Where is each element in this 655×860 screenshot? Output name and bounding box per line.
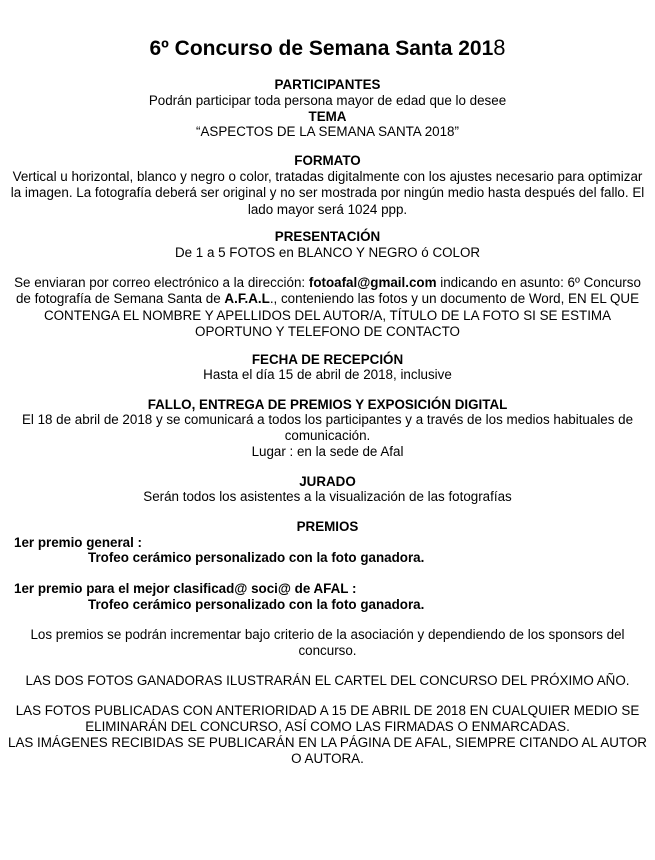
presentacion-text: De 1 a 5 FOTOS en BLANCO Y NEGRO ó COLOR: [174, 245, 481, 260]
fecha-text: Hasta el día 15 de abril de 2018, inclusive: [203, 367, 452, 382]
formato-text: Vertical u horizontal, blanco y negro o color, tratadas digitalmente con los ajustes necesario para optimizar la imagen. La fotografía deberá ser original y no ser mostrada por ningún medio hasta después del fallo. El lado mayor será 1024 ppp.: [10, 169, 645, 217]
page-title: [0, 36, 655, 61]
publicacion-text: LAS IMÁGENES RECIBIDAS SE PUBLICARÁN EN LA PÁGINA DE AFAL, SIEMPRE CITANDO AL AUTOR O AUTORA.: [8, 735, 647, 767]
presentacion-heading: PRESENTACIÓN: [274, 229, 381, 244]
fallo-heading: FALLO, ENTREGA DE PREMIOS Y EXPOSICIÓN DIGITAL: [147, 397, 508, 412]
fallo-text: El 18 de abril de 2018 y se comunicará a todos los participantes y a través de los medios habituales de comunicación.: [21, 412, 634, 444]
cartel-text: LAS DOS FOTOS GANADORAS ILUSTRARÁN EL CARTEL DEL CONCURSO DEL PRÓXIMO AÑO.: [25, 673, 630, 688]
jurado-heading: JURADO: [299, 474, 356, 489]
participantes-heading: PARTICIPANTES: [274, 77, 381, 92]
afal-name: A.F.A.L: [224, 291, 270, 307]
premio-general-label: 1er premio general :: [14, 535, 143, 550]
premio-socio-trofeo: Trofeo cerámico personalizado con la foto ganadora.: [88, 597, 425, 612]
title-main: 6º Concurso de Semana Santa 201: [149, 37, 494, 60]
premio-general-trofeo: Trofeo cerámico personalizado con la foto ganadora.: [88, 550, 425, 565]
formato-heading: FORMATO: [294, 153, 361, 168]
participantes-text: Podrán participar toda persona mayor de edad que lo desee: [148, 93, 507, 108]
email-address: fotoafal@gmail.com: [308, 275, 437, 290]
envio-text: [8, 275, 647, 341]
restricciones-text: LAS FOTOS PUBLICADAS CON ANTERIORIDAD A 15 DE ABRIL DE 2018 EN CUALQUIER MEDIO SE ELIMINARÁN DEL CONCURSO, ASÍ COMO LAS FIRMADAS O ENMARCADAS.: [15, 703, 640, 735]
fallo-lugar: Lugar : en la sede de Afal: [251, 444, 404, 459]
tema-heading: TEMA: [308, 109, 347, 124]
premios-heading: PREMIOS: [296, 519, 359, 534]
envio-text-1: Se enviaran por correo electrónico a la dirección:: [14, 275, 309, 290]
premio-socio-label: 1er premio para el mejor clasificad@ soci@ de AFAL :: [14, 581, 357, 596]
envio-text-3: ., conteniendo las fotos y un documento de Word, EN EL QUE CONTENGA EL NOMBRE Y APELLIDOS DEL AUTOR/A, TÍTULO DE LA FOTO SI SE ESTIMA OPORTUNO Y TELEFONO DE CONTACTO: [43, 291, 640, 340]
envio-text-2: indicando en asunto: 6º Concurso de fotografía de Semana Santa de: [15, 275, 641, 307]
fecha-heading: FECHA DE RECEPCIÓN: [251, 352, 404, 367]
jurado-text: Serán todos los asistentes a la visualización de las fotografías: [143, 489, 512, 504]
premios-nota: Los premios se podrán incrementar bajo criterio de la asociación y dependiendo de los sponsors del concurso.: [30, 627, 625, 659]
title-last-digit: 8: [493, 35, 506, 60]
tema-text: “ASPECTOS DE LA SEMANA SANTA 2018”: [196, 124, 459, 139]
